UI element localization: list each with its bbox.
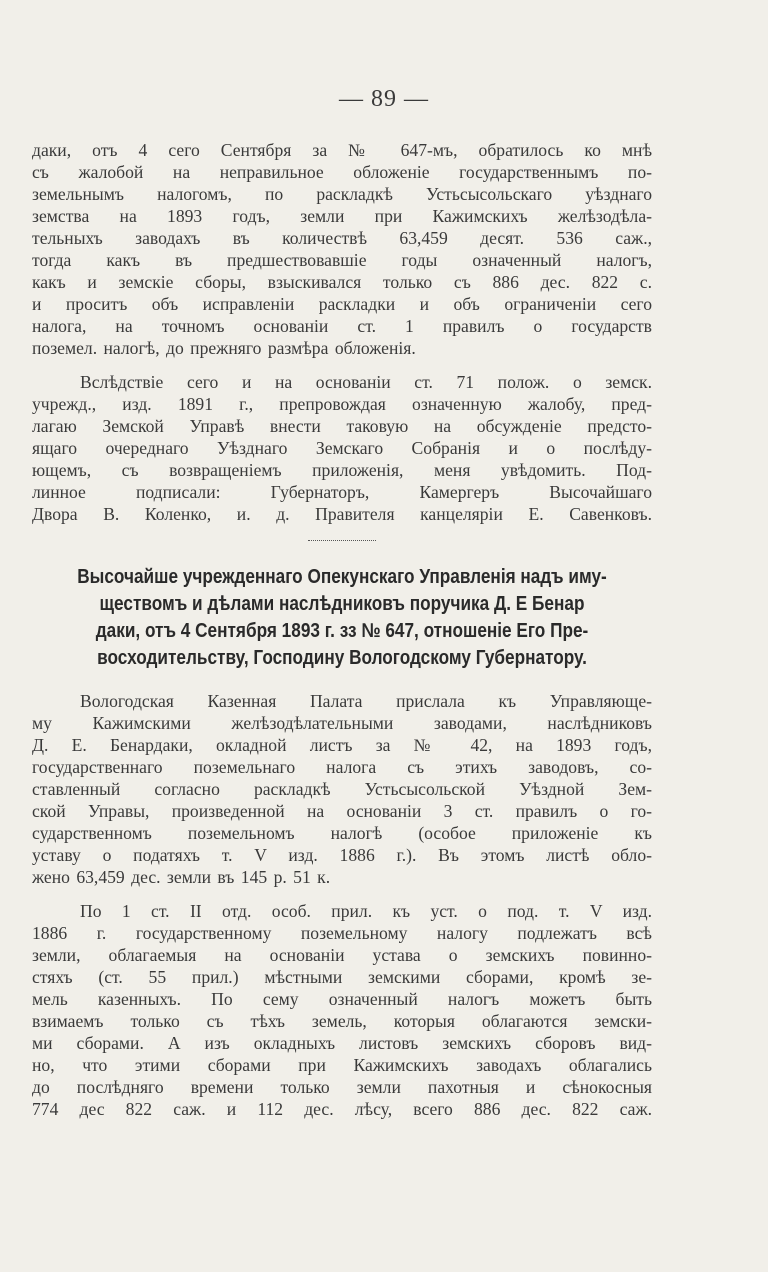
text-line: и проситъ объ исправленіи раскладки и объ ограниченіи сего bbox=[32, 294, 652, 314]
heading-line: Высочайше учрежденнаго Опекунскаго Управленія надъ иму- bbox=[77, 566, 607, 588]
text-line: государственнаго поземельнаго налога съ этихъ заводовъ, со- bbox=[32, 757, 652, 777]
text-line: взимаемъ только съ тѣхъ земель, которыя облагаются земски- bbox=[32, 1011, 652, 1031]
text-line: линное подписали: Губернаторъ, Камергеръ Высочайшаго bbox=[32, 482, 652, 502]
text-line: жено 63,459 дес. земли въ 145 р. 51 к. bbox=[32, 867, 331, 887]
text-line: тогда какъ въ предшествовавшіе годы означенный налогъ, bbox=[32, 250, 652, 270]
section-divider bbox=[308, 540, 376, 541]
paragraph-complaint bbox=[32, 139, 652, 359]
section-heading bbox=[32, 564, 651, 672]
text-line: сударственномъ поземельномъ налогѣ (особое приложеніе къ bbox=[32, 823, 652, 843]
text-line: 1886 г. государственному поземельному налогу подлежатъ всѣ bbox=[32, 923, 652, 943]
text-line: ской Управы, произведенной на основаніи 3 ст. правилъ о го- bbox=[32, 801, 652, 821]
text-line: Вслѣдствіе сего и на основаніи ст. 71 полож. о земск. bbox=[80, 372, 652, 392]
heading-line: восходительству, Господину Вологодскому Губернатору. bbox=[97, 647, 587, 669]
text-line: земства на 1893 годъ, земли при Кажимскихъ желѣзодѣла- bbox=[32, 206, 652, 226]
text-line: 774 дес 822 саж. и 112 дес. лѣсу, всего 886 дес. 822 саж. bbox=[32, 1099, 652, 1119]
text-line: ми сборами. А изъ окладныхъ листовъ земскихъ сборовъ вид- bbox=[32, 1033, 652, 1053]
text-line: но, что этими сборами при Кажимскихъ заводахъ облагались bbox=[32, 1055, 652, 1075]
text-line: уставу о податяхъ т. V изд. 1886 г.). Въ этомъ листѣ обло- bbox=[32, 845, 652, 865]
text-line: Вологодская Казенная Палата прислала къ Управляюще- bbox=[80, 691, 652, 711]
text-line: ющемъ, съ возвращеніемъ приложенія, меня увѣдомить. Под- bbox=[32, 460, 652, 480]
text-line: до послѣдняго времени только земли пахотныя и сѣнокосныя bbox=[32, 1077, 652, 1097]
text-line: съ жалобой на неправильное обложеніе государственнымъ по- bbox=[32, 162, 652, 182]
text-line: какъ и земскіе сборы, взыскивался только съ 886 дес. 822 с. bbox=[32, 272, 652, 292]
text-column bbox=[32, 139, 652, 1120]
text-line: мель казенныхъ. По сему означенный налогъ можетъ быть bbox=[32, 989, 652, 1009]
paragraph-resolution bbox=[32, 371, 652, 525]
text-line: налога, на точномъ основаніи ст. 1 правилъ о государств bbox=[32, 316, 652, 336]
text-line: тельныхъ заводахъ въ количествѣ 63,459 десят. 536 саж., bbox=[32, 228, 652, 248]
text-line: му Кажимскими желѣзодѣлательными заводами, наслѣдниковъ bbox=[32, 713, 652, 733]
text-line: По 1 ст. II отд. особ. прил. къ уст. о под. т. V изд. bbox=[80, 901, 652, 921]
heading-line: даки, отъ 4 Сентября 1893 г. зз № 647, отношеніе Его Пре- bbox=[95, 620, 589, 642]
text-line: учрежд., изд. 1891 г., препровождая означенную жалобу, пред- bbox=[32, 394, 652, 414]
text-line: ставленный согласно раскладкѣ Устьсысольской Уѣздной Зем- bbox=[32, 779, 652, 799]
text-line: Двора В. Коленко, и. д. Правителя канцеляріи Е. Савенковъ. bbox=[32, 504, 652, 524]
paragraph-law bbox=[32, 900, 652, 1120]
text-line: земельнымъ налогомъ, по раскладкѣ Устьсысольскаго уѣзднаго bbox=[32, 184, 652, 204]
text-line: стяхъ (ст. 55 прил.) мѣстными земскими сборами, кромѣ зе- bbox=[32, 967, 652, 987]
paragraph-treasury bbox=[32, 690, 652, 888]
text-line: даки, отъ 4 сего Сентября за № 647-мъ, обратилось ко мнѣ bbox=[32, 140, 652, 160]
text-line: Д. Е. Бенардаки, окладной листъ за № 42, на 1893 годъ, bbox=[32, 735, 652, 755]
heading-line: ществомъ и дѣлами наслѣдниковъ поручика Д. Е Бенар bbox=[99, 593, 585, 615]
text-line: поземел. налогѣ, до прежняго размѣра обложенія. bbox=[32, 338, 416, 358]
text-line: земли, облагаемыя на основаніи устава о земскихъ повинно- bbox=[32, 945, 652, 965]
page-number: — 89 — bbox=[339, 86, 429, 112]
text-line: лагаю Земской Управѣ внести таковую на обсужденіе предсто- bbox=[32, 416, 652, 436]
text-line: ящаго очереднаго Уѣзднаго Земскаго Собранія и о послѣду- bbox=[32, 438, 652, 458]
